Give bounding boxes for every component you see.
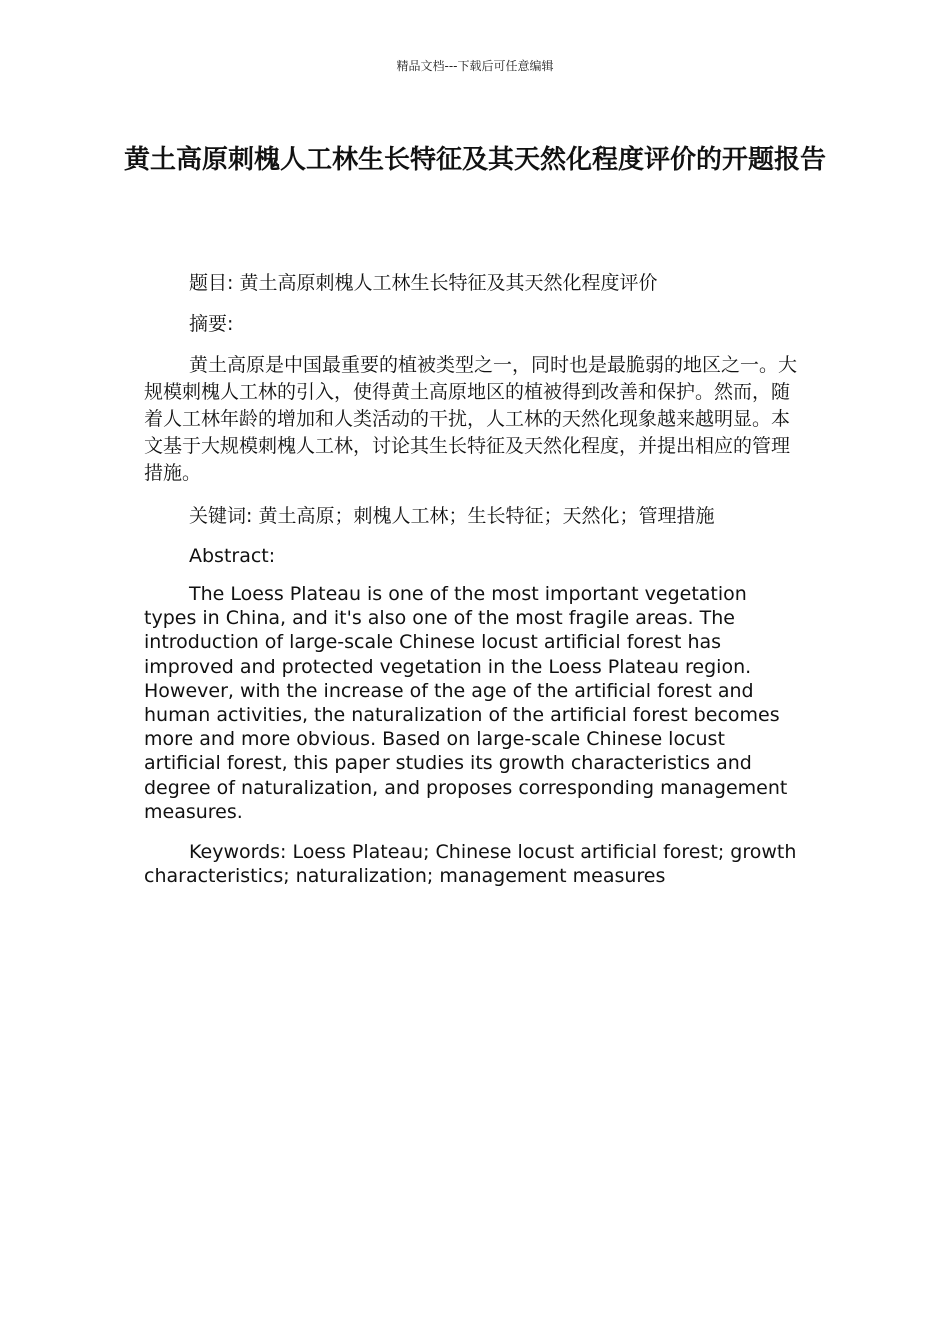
document-title: 黄土高原刺槐人工林生长特征及其天然化程度评价的开题报告	[123, 145, 826, 175]
chinese-abstract-label: 摘要:	[189, 313, 234, 335]
english-keywords: Keywords: Loess Plateau; Chinese locust artificial forest; growth characteristics; naturalization; management measures	[144, 841, 797, 888]
topic-line: 题目: 黄土高原刺槐人工林生长特征及其天然化程度评价	[189, 272, 658, 294]
english-abstract-label: Abstract:	[189, 545, 276, 567]
document-body	[144, 270, 802, 904]
chinese-abstract: 黄土高原是中国最重要的植被类型之一，同时也是最脆弱的地区之一。大规模刺槐人工林的引入，使得黄土高原地区的植被得到改善和保护。然而，随着人工林年龄的增加和人类活动的干扰，人工林的天然化现象越来越明显。本文基于大规模刺槐人工林，讨论其生长特征及天然化程度，并提出相应的管理措施。	[144, 354, 798, 484]
page-header-watermark: 精品文档---下载后可任意编辑	[396, 59, 554, 73]
chinese-keywords: 关键词: 黄土高原；刺槐人工林；生长特征；天然化；管理措施	[189, 505, 715, 527]
english-abstract: The Loess Plateau is one of the most important vegetation types in China, and it's also one of the most fragile areas. The introduction of large-scale Chinese locust artificial forest has improved and protected vegetation in the Loess Plateau region. However, with the increase of the age of the artificial forest and human activities, the naturalization of the artificial forest becomes more and more obvious. Based on large-scale Chinese locust artificial forest, this paper studies its growth characteristics and degree of naturalization, and proposes corresponding management measures.	[144, 583, 788, 823]
